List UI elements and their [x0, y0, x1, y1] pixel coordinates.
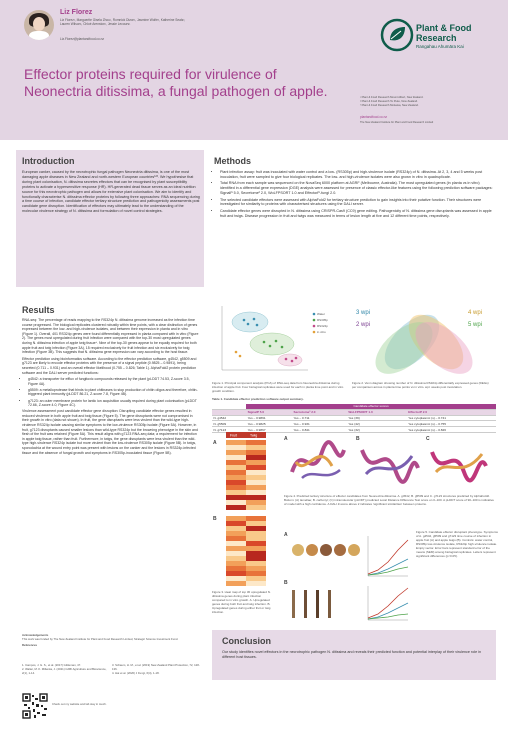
- results-text: [22, 318, 200, 457]
- figure-3-heatmap: [212, 432, 270, 587]
- table-cell: N. g5509: [212, 421, 246, 427]
- heatmap-cell: [226, 571, 246, 576]
- figure-5-caption: Figure 5. Candidate effector disruptant phenotype. Symptoms of A. g4542, g5509 and g7123 time course of infection in apple fruit (A) and apple twigs (B). Controls: water control, RS305p low-virulence isolate, RS324p high-virulence isolate. Empty vector. Error bars represent standard error of the means (SEM) among biological replicates. Letters represent significant differences (p<0.05).: [416, 530, 498, 558]
- table-cell: N. g4542: [212, 415, 246, 421]
- figure-2-venn-diagram: [350, 300, 498, 380]
- heatmap-cell: [246, 561, 266, 566]
- references-right: [112, 664, 200, 675]
- methods-list: [214, 170, 494, 220]
- heatmap-cells: [226, 440, 266, 586]
- table-cell: Yes (39): [347, 415, 407, 421]
- heatmap-cell: [226, 470, 246, 475]
- heatmap-cell: [226, 551, 246, 556]
- heatmap-cell: [226, 521, 246, 526]
- fruit-photos: [292, 544, 360, 556]
- protein-structure-b: [362, 450, 418, 482]
- heatmap-cell: [246, 500, 266, 505]
- heatmap-cell: [246, 531, 266, 536]
- heatmap-panel-label-b: B: [213, 516, 217, 522]
- heatmap-cell: [226, 485, 246, 490]
- venn-label: 5 wpi: [468, 322, 483, 328]
- pca-legend-label: Water: [317, 312, 325, 316]
- venn-label: 3 wpi: [356, 310, 371, 316]
- heatmap-cell: [226, 465, 246, 470]
- heatmap-cell: [246, 576, 266, 581]
- results-bullet: • g4542: a transporter for efflux of fungitoxic compounds released by the plant (pLDDT 74.53, Z-score 3.5, Figure 4A).: [28, 377, 200, 386]
- heatmap-cell: [246, 581, 266, 586]
- heatmap-cell: [226, 536, 246, 541]
- heatmap-cell: [246, 521, 266, 526]
- heatmap-cell: [246, 495, 266, 500]
- heatmap-cell: [246, 541, 266, 546]
- header-affiliations: [360, 96, 500, 108]
- heatmap-cell: [246, 526, 266, 531]
- introduction-text: European canker, caused by the necrotrophic fungal pathogen Neonectria ditissima, is one of the most damaging apple diseases in New Zealand and north-western European countries¹²³. We hypothesise that during plant colonisation, N. ditissima secretes effectors that can be recognised by plant susceptibility proteins to activate a hypersensitive response (HR). HR-generated dead tissue serves as an ideal nutrition source for this necrotrophic pathogen and allows for extensive plant colonisation. We aim to identify and functionally characterise N. ditissima effector proteins by following three approaches: RNA sequencing during a time course of infection, candidate effector tertiary structure prediction and pathogenicity assessments post candidate gene disruption. Identification of effectors may ultimately lead to the understanding of the molecular virulence strategy of N. ditissima and formulation of novel control strategies.: [22, 170, 200, 214]
- institute-note: The New Zealand Institute for Plant and Food Research Limited: [360, 121, 434, 124]
- table-header-cell: EffectorP 2.0: [407, 409, 496, 415]
- qr-caption: Check out my website and lab stay in touch.: [52, 702, 107, 706]
- heatmap-cell: [246, 465, 266, 470]
- table-cell: Yes – 0.9825: [246, 421, 292, 427]
- affiliation-line: ² Plant & Food Research Te Puke, New Zealand.: [360, 100, 418, 104]
- affiliation-line: ³ Plant & Food Research Motueka, New Zealand.: [360, 104, 419, 108]
- reference-item: 2. Walter, M. K. Millenka, J. (2021) CABI Agriculture and Bioscience, 2(1), 1-14.: [22, 666, 107, 675]
- methods-item: • Plant infection assay: fruit was inoculated with water control and a low- (RS305p) and high-virulence isolate (RS324p) of N. ditissima. At 2, 3, 4 and 5 weeks post inoculation, fruit were sampled to give four biological replicates. The low- and high-virulence isolates were also grown in vitro in quadruplicate.: [220, 170, 494, 180]
- heatmap-cell: [246, 480, 266, 485]
- heatmap-cell: [246, 485, 266, 490]
- qr-code-icon[interactable]: [22, 693, 48, 719]
- leaf-logo-icon: [380, 18, 414, 52]
- heatmap-cell: [226, 440, 246, 445]
- protein-panel-label: A: [284, 436, 288, 442]
- heatmap-cell: [226, 561, 246, 566]
- protein-structure-c: [432, 452, 486, 480]
- heatmap-cell: [226, 480, 246, 485]
- venn-label: 4 wpi: [468, 310, 483, 316]
- poster-header: [0, 0, 508, 140]
- protein-structure-a: [292, 442, 344, 478]
- heatmap-cell: [246, 505, 266, 510]
- table-cell: N. g7123: [212, 427, 246, 433]
- conclusion-heading: Conclusion: [222, 636, 271, 646]
- reference-item: 3. Schaum, H. M., et al. (2019) New Zealand Plant Protection, 72, 128-136.: [112, 663, 200, 671]
- phenotype-panel-label: B: [284, 580, 288, 586]
- author-name: Liz Florez: [60, 9, 93, 16]
- reference-item: 4. Hai et al. (2020) J Fungi, 6(4), 1-18.: [112, 670, 160, 675]
- heatmap-cell: [246, 571, 266, 576]
- heatmap-cell: [246, 551, 266, 556]
- author-photo: [24, 10, 54, 40]
- protein-panel-label: C: [426, 436, 430, 442]
- figure-4-caption: Figure 4. Predicted tertiary structure of effector candidates from Neonectria ditissima. A. g4542, B. g5509 and C. g7123 structures predicted by AlphaFold2. Bottom: (A) lamellae; B. carbonyl; (C) intramolecular (pLDDT) predicted Local Distance Difference Test score on 0–100. A pLDDT score of 90–100 is indicative of model with a high confidence. A DALI Z-score above 2 indicates 'significant similarities' between proteins.: [284, 494, 494, 506]
- phenotype-panel-label: A: [284, 532, 288, 538]
- table-1: [212, 404, 496, 433]
- venn-label: 2 wpi: [356, 322, 371, 328]
- heatmap-cell: [246, 450, 266, 455]
- website-link[interactable]: plantandfood.co.nz: [360, 115, 387, 119]
- table-cell: Yes cytoplasmic (s) – 0.741: [407, 415, 496, 421]
- table-header-cell: WoLFPSORT 1.0: [347, 409, 407, 415]
- pca-legend-label: RS324p: [317, 324, 328, 328]
- results-heading: Results: [22, 305, 55, 315]
- heatmap-cell: [246, 546, 266, 551]
- table-cell: Yes (32): [347, 427, 407, 433]
- table-band-title: Candidate effector scores: [246, 404, 496, 409]
- methods-item: • Candidate effector genes were disrupted in N. ditissima using CRISPR-Cas9 (CC9) gene editing. Pathogenicity of N. ditissima gene disruptants was assessed in apple fruit and twigs. Disease progression in fruit and twigs was measured in terms of lesion length at five and 12 different time points, respectively.: [220, 209, 494, 219]
- results-bullet: • g7123: an outer membrane protein for lantic ion acquisition usually required during plant colonisation (pLDDT 72.66, Z-score 4.0, Figure 4C).: [28, 399, 200, 408]
- acknowledgements: [22, 634, 200, 647]
- introduction-heading: Introduction: [22, 156, 75, 166]
- table-header-cell: Secretome² 2.0: [292, 409, 347, 415]
- heatmap-cell: [246, 460, 266, 465]
- heatmap-panel-label-a: A: [213, 440, 217, 446]
- protein-panel-label: B: [356, 436, 360, 442]
- table-cell: Yes cytoplasmic (s) – 0.826: [407, 427, 496, 433]
- heatmap-cell: [226, 531, 246, 536]
- heatmap-cell: [226, 581, 246, 586]
- results-bullet: • g5509: a metalloprotease that binds to plant chitinases to stop production of chitin oligos and therefore, chitin-triggered plant immunity (pLDDT 86.21, Z-score 7.8, Figure 4B).: [28, 388, 200, 397]
- heatmap-col-label: Fruit: [230, 433, 237, 438]
- table-cell: Yes cytoplasmic (s) – 0.755: [407, 421, 496, 427]
- figure-1-pca-plot: [212, 300, 342, 378]
- heatmap-cell: [246, 445, 266, 450]
- heatmap-cell: [226, 490, 246, 495]
- results-paragraph: Effector prediction using bioinformatics software. According to the effector prediction software, g4542, g5509 and g7123 are likely to encode effector proteins with the presence of a signal peptide (0.9825 – 0.9891), being secreted (0.711 – 0.931) and an overall effector likelihood (0.755 – 0.826; Table 1). AlphaFold2 protein prediction software and the DALI server predicted functions:: [22, 356, 197, 375]
- heatmap-cell: [246, 556, 266, 561]
- acknowledgements-title: Acknowledgements: [22, 633, 49, 637]
- heatmap-cell: [226, 576, 246, 581]
- plant-food-research-logo: [380, 18, 500, 66]
- poster-title: Effector proteins required for virulence of Neonectria ditissima, a fungal pathogen of apple.: [24, 66, 328, 99]
- heatmap-cell: [226, 495, 246, 500]
- table-header-cell: SignalP 5.0: [246, 409, 292, 415]
- heatmap-cell: [246, 516, 266, 521]
- methods-item: • The selected candidate effectors were assessed with AlphaFold2 for tertiary structure prediction to gain insights into their putative function. Their structures were investigated for similarity to proteins with characterised structures using the DALI server.: [220, 198, 494, 208]
- conclusion-text: Our study identifies novel effectors in the necrotrophic pathogen N. ditissima and reveals their predicted function and potential interplay of their virulence role in different host tissues.: [222, 650, 482, 659]
- references-title: References: [22, 642, 38, 647]
- table-cell: Yes – 0.931: [292, 421, 347, 427]
- table-cell: Yes – 0.9867: [246, 427, 292, 433]
- heatmap-cell: [226, 566, 246, 571]
- figure-3-caption: Figure 3. Heat map of top 30 upregulated N. ditissima genes during plant infection compared to in vitro growth. A. Upregulated genes during both fruit and twig infection. B. Upregulated genes during either fruit or twig infection.: [212, 590, 271, 614]
- heatmap-cell: [246, 470, 266, 475]
- figure-5-phenotype-plots: [282, 528, 412, 626]
- heatmap-cell: [226, 505, 246, 510]
- author-list: Liz Florez¹, Marguerite Gisela Zhou¹, Romnick Dizon¹, Jasmine Wolfe², Katherine Seals³, Lauren Wilson¹, Chloé Arenston¹, Jessie Lecours¹: [60, 18, 186, 27]
- methods-heading: Methods: [214, 156, 251, 166]
- table-cell: Yes – 0.841: [292, 427, 347, 433]
- pca-legend-label: RS305p: [317, 318, 328, 322]
- heatmap-col-label: Twig: [250, 433, 258, 438]
- logo-subtitle: Rangahau Ahumāra Kai: [416, 44, 464, 49]
- affiliation-line: ¹ Plant & Food Research Mount Albert, New Zealand.: [360, 96, 424, 99]
- heatmap-cell: [226, 450, 246, 455]
- figure-4-protein-structures: [282, 432, 492, 490]
- heatmap-cell: [226, 526, 246, 531]
- author-email[interactable]: Liz.Florez@plantandfood.co.nz: [60, 37, 104, 41]
- heatmap-cell: [226, 541, 246, 546]
- heatmap-cell: [226, 516, 246, 521]
- heatmap-cell: [226, 500, 246, 505]
- heatmap-cell: [226, 455, 246, 460]
- table-cell: Yes (42): [347, 421, 407, 427]
- heatmap-cell: [246, 490, 266, 495]
- heatmap-cell: [226, 475, 246, 480]
- acknowledgements-text: This work was funded by The New Zealand Institute for Plant and Food Research Limited, Strategic Science Investment Fund.: [22, 636, 179, 641]
- heatmap-cell: [246, 566, 266, 571]
- heatmap-cell: [226, 460, 246, 465]
- heatmap-cell: [226, 546, 246, 551]
- figure-1-caption: Figure 1. Principal component analysis (PCA) of RNA-seq data from Neonectria ditissima during infection of apple fruit. Four biological replicates were used for each in planta time point and in vitro growth condition.: [212, 381, 344, 393]
- logo-name-line1: Plant & Food: [416, 23, 472, 33]
- results-paragraph: Virulence assessment post candidate effector gene disruption: Disrupting candidate effector genes resulted in reduced virulence in both apple fruit and twig tissue (Figure 5). The gene disruptants were not compromised in their growth in vitro (data not shown). In fruit, the gene disruptants were less virulent than the wild-type high-virulence RS324p isolate causing similar symptoms to the low-virulence RS305p isolate (Figure 5A). However, in fruit, g7123 disruptants caused smaller lesions than wild-type RS324p but the browning phenotype in the skin and flesh of the fruit was retained (Figure 5A). This result aligns with g7123 RNA-seq data; a requirement for infection in apple twig tissue, rather than fruit. Furthermore, in twigs, the gene disruptants were less virulent than the wild-type high-virulence RS324p isolate but more virulent than the low-virulence RS305p isolate (Figure 5B). In twigs, sporodochia at the wound entry point was present with lesions on the canker and the lesions in RS324p-infected tissue and the absence of fungal growth and symptoms in RS305p-inoculated tissue (Figure 5B).: [22, 409, 198, 455]
- table-cell: Yes – 0.9891: [246, 415, 292, 421]
- methods-item: • Total RNA from each sample was sequenced on the NovaSeq 6000 platform at AGRF (Melbourne, Australia). The most upregulated genes (in planta vs in vitro) identified in a differential gene expression (DGE) analysis were assessed for presence of classic effector-like features using the following prediction software packages: SignalP 5.0, Secretome² 2.0, WoLFPSORT 1.0 and EffectorP-fungi 2.0.: [220, 181, 494, 196]
- references-left: [22, 664, 108, 675]
- heatmap-cell: [246, 536, 266, 541]
- heatmap-cell: [246, 455, 266, 460]
- heatmap-cell: [246, 440, 266, 445]
- heatmap-cell: [246, 475, 266, 480]
- results-paragraph: RNA-seq: The percentage of reads mapping to the RS324p N. ditissima genome increased as the infection time course progressed. The biological replicates clustered robustly within time points, with a clear distinction of genes expressed between the low- and high-virulence isolates, and between their expression in planta and in vitro (Figure 1). Overall, 401 RS324p genes were found differentially expressed in planta compared with in vitro (Figure 2). The genes most upregulated during fruit infection were compared with the top-30 most upregulated genes during N. ditissima infection of apple twig tissue⁴. Nine of the top-30 genes appear to be equally required for both apple fruit and twig infection (Figure 3A), 15 required exclusively for fruit infection and six exclusively for twig infection (Figure 3B). This suggests that N. ditissima gene expression can vary according to the host tissue.: [22, 318, 199, 355]
- pca-legend-label: in vitro: [317, 330, 326, 334]
- table-1-caption: Table 1. Candidate effector prediction software output summary.: [212, 397, 304, 401]
- table-cell: Yes – 0.711: [292, 415, 347, 421]
- reference-item: 1. Campos, J. G. S., et al. (2017) Gittleman, 47.: [22, 663, 82, 667]
- logo-name-line2: Research: [416, 33, 457, 43]
- heatmap-cell: [226, 556, 246, 561]
- figure-2-caption: Figure 2. Venn diagram showing number of N. ditissima RS324p differentially expressed genes (DEGs) per comparison across in planta time points vs in vitro. wpi: weeks post inoculation.: [352, 381, 489, 389]
- heatmap-cell: [226, 445, 246, 450]
